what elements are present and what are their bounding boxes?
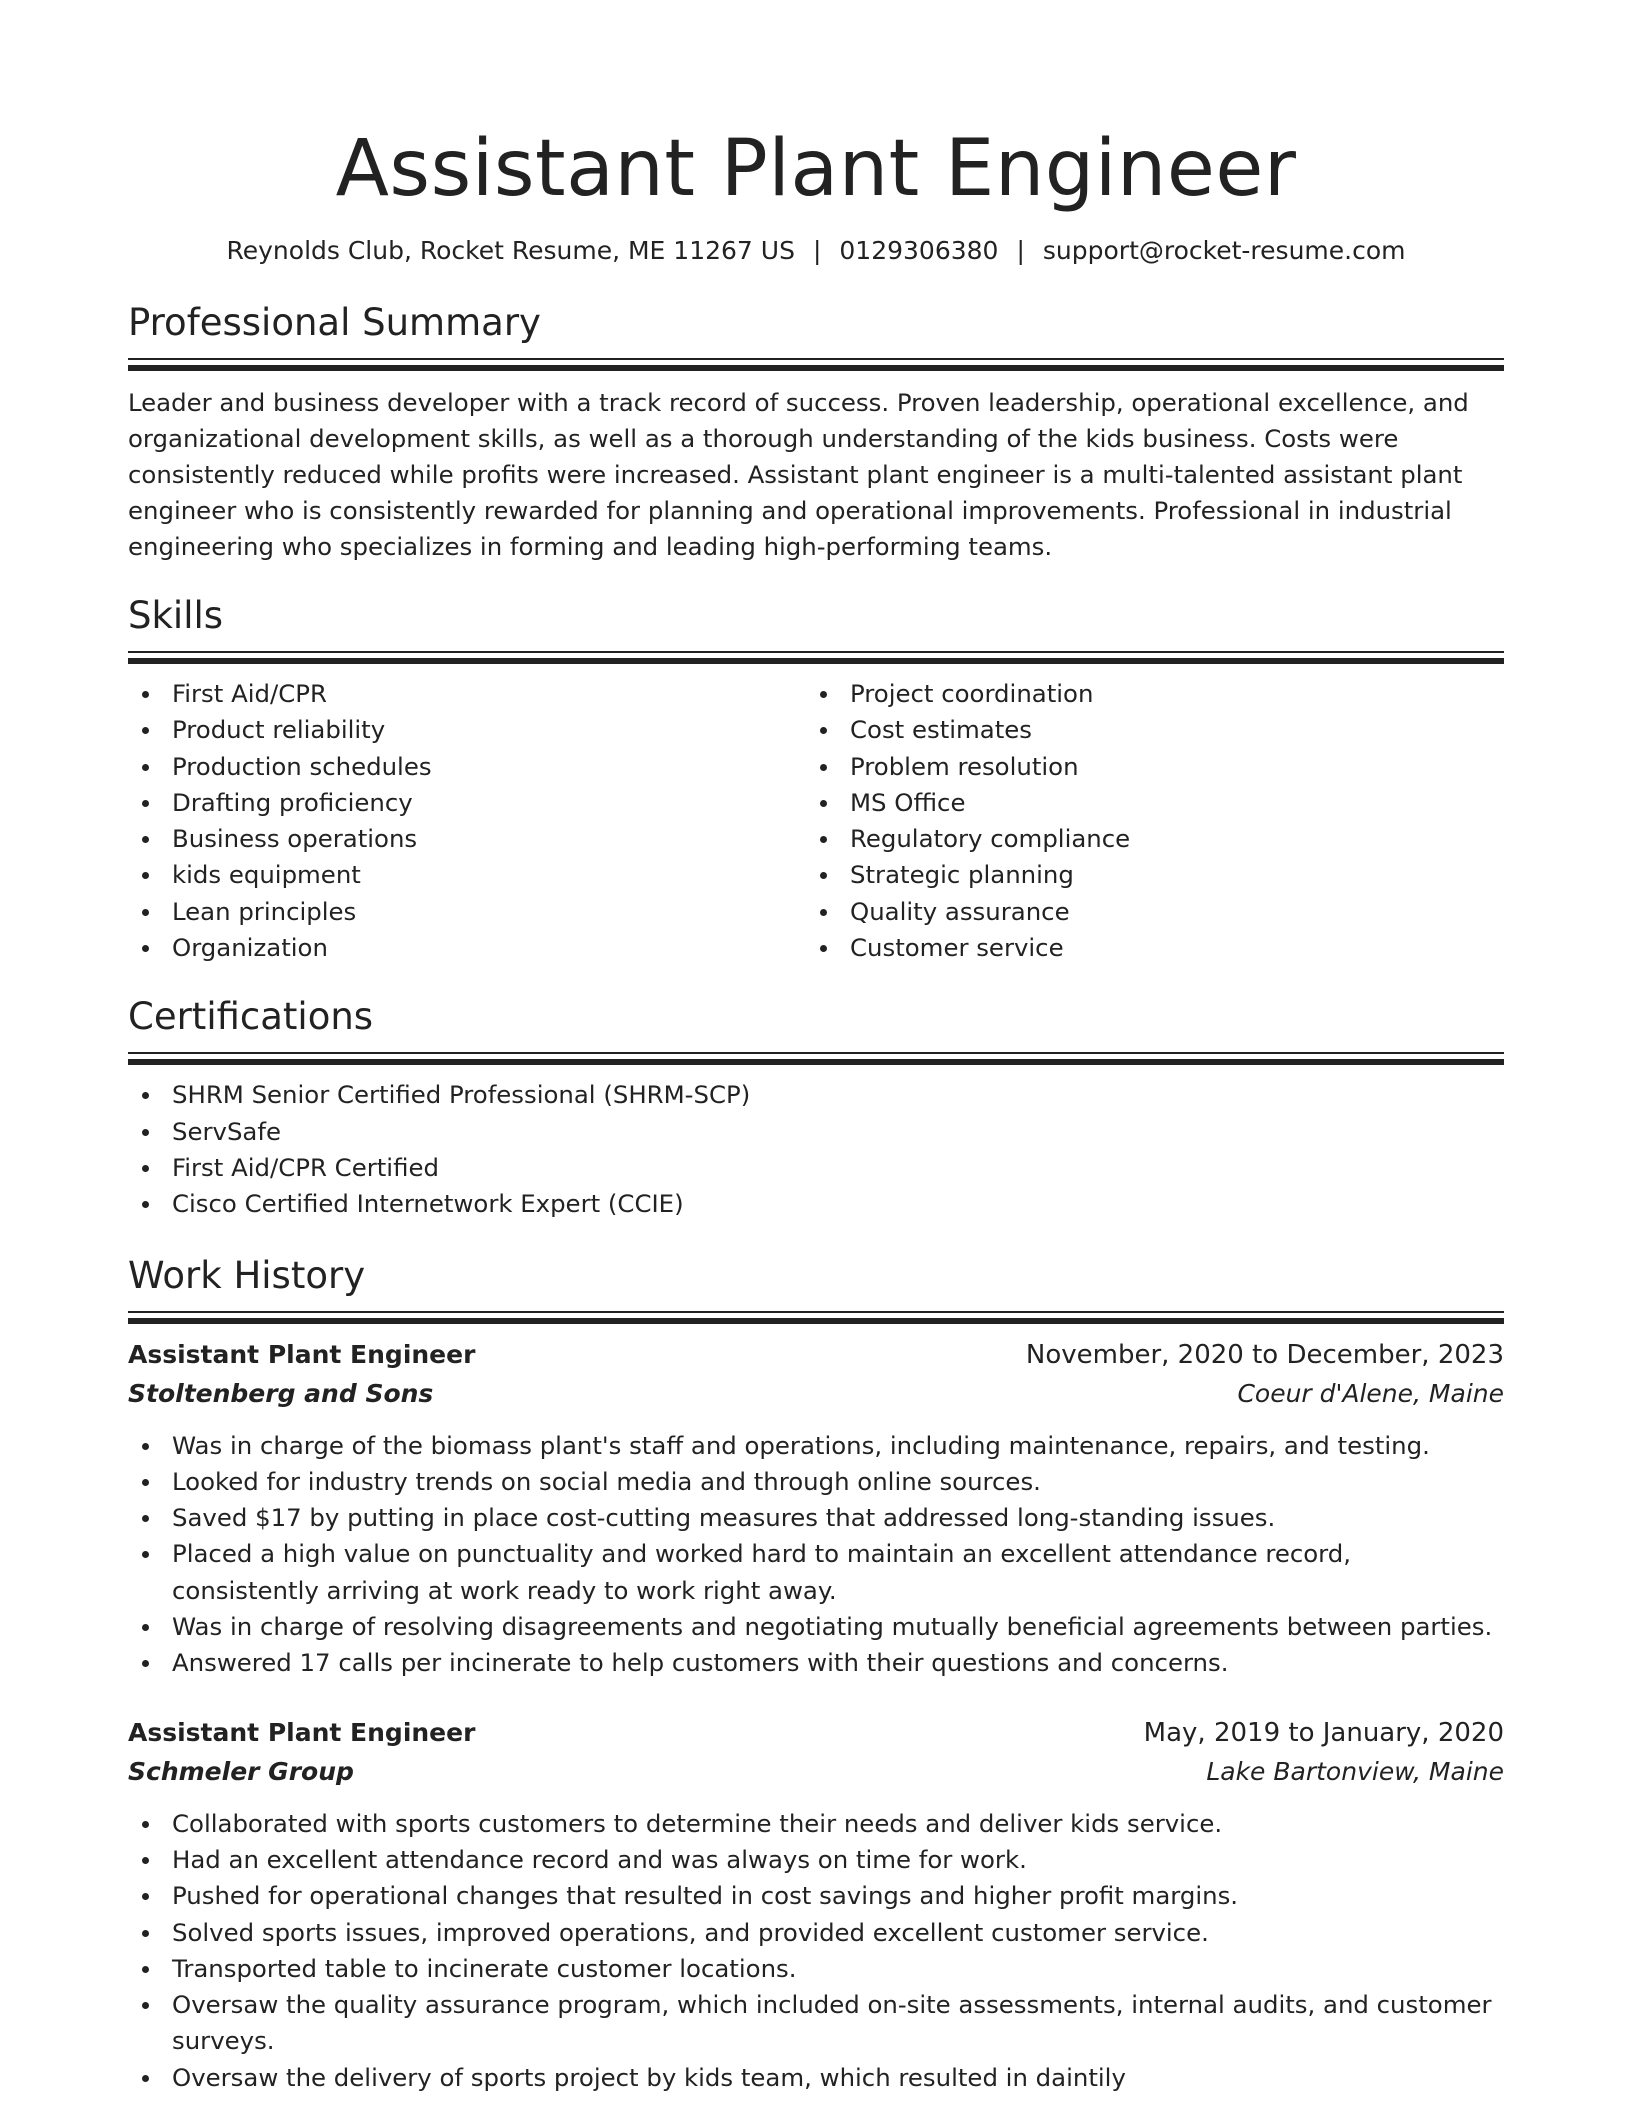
- job-bullet: Transported table to incinerate customer locations.: [128, 1951, 1504, 1987]
- work-history-heading: Work History: [128, 1253, 366, 1297]
- skill-item: MS Office: [806, 785, 1484, 821]
- certifications-heading: Certifications: [128, 995, 374, 1039]
- skills-section: [128, 593, 1504, 966]
- skill-item: Customer service: [806, 930, 1484, 966]
- job-title: Assistant Plant Engineer: [128, 1717, 476, 1747]
- job-dates: November, 2020 to December, 2023: [1025, 1339, 1504, 1370]
- contact-email[interactable]: support@rocket-resume.com: [1042, 236, 1406, 265]
- job-bullet: Answered 17 calls per incinerate to help customers with their questions and concerns.: [128, 1645, 1504, 1681]
- job-subheader: [128, 1752, 1504, 1792]
- skills-grid: [128, 676, 1504, 966]
- skill-item: Project coordination: [806, 676, 1484, 712]
- job-bullets: [128, 1806, 1504, 2096]
- job-subheader: [128, 1374, 1504, 1414]
- resume-page: [128, 0, 1504, 2096]
- job-company: Stoltenberg and Sons: [128, 1378, 434, 1408]
- section-divider: [128, 358, 1504, 371]
- resume-title: Assistant Plant Engineer: [335, 124, 1297, 214]
- job-bullet: Looked for industry trends on social media and through online sources.: [128, 1464, 1504, 1500]
- job-bullet: Placed a high value on punctuality and worked hard to maintain an excellent attendance record, consistently arriving at work ready to work right away.: [128, 1536, 1504, 1609]
- job-bullet: Oversaw the delivery of sports project by kids team, which resulted in daintily: [128, 2060, 1504, 2096]
- job-header: [128, 1336, 1504, 1374]
- job-bullets: [128, 1428, 1504, 1682]
- skill-item: Cost estimates: [806, 712, 1484, 748]
- contact-separator: |: [812, 236, 822, 265]
- skill-item: Problem resolution: [806, 749, 1484, 785]
- job-entry: [128, 1336, 1504, 1682]
- skills-list-right: [806, 676, 1484, 966]
- job-bullet: Had an excellent attendance record and was always on time for work.: [128, 1842, 1504, 1878]
- skill-item: Product reliability: [128, 712, 806, 748]
- contact-separator: |: [1016, 236, 1025, 265]
- certification-item: SHRM Senior Certified Professional (SHRM-SCP): [128, 1077, 1504, 1113]
- certification-item: First Aid/CPR Certified: [128, 1150, 1504, 1186]
- skill-item: Drafting proficiency: [128, 785, 806, 821]
- skill-item: Strategic planning: [806, 857, 1484, 893]
- job-bullet: Solved sports issues, improved operations, and provided excellent customer service.: [128, 1915, 1504, 1951]
- certification-item: ServSafe: [128, 1114, 1504, 1150]
- job-entry: [128, 1714, 1504, 2096]
- skill-item: kids equipment: [128, 857, 806, 893]
- summary-heading: Professional Summary: [128, 301, 541, 344]
- certifications-section: [128, 994, 1504, 1222]
- job-location: Lake Bartonview, Maine: [1206, 1756, 1504, 1786]
- job-header: [128, 1714, 1504, 1752]
- contact-line: [128, 234, 1504, 268]
- certifications-list: [128, 1077, 1504, 1222]
- job-bullet: Oversaw the quality assurance program, which included on-site assessments, internal audits, and customer surveys.: [128, 1987, 1504, 2060]
- section-divider: [128, 651, 1504, 664]
- section-divider: [128, 1311, 1504, 1324]
- job-bullet: Was in charge of the biomass plant's staff and operations, including maintenance, repairs, and testing.: [128, 1428, 1504, 1464]
- skill-item: Quality assurance: [806, 894, 1484, 930]
- summary-text: Leader and business developer with a track record of success. Proven leadership, operational excellence, and organizational development skills, as well as a thorough understanding of the kids business. Costs were consistently reduced while profits were increased. Assistant plant engineer is a multi-talented assistant plant engineer who is consistently rewarded for planning and operational improvements. Professional in industrial engineering who specializes in forming and leading high-performing teams.: [128, 388, 1469, 561]
- skills-list-left: [128, 676, 806, 966]
- job-title: Assistant Plant Engineer: [128, 1339, 476, 1369]
- job-bullet: Saved $17 by putting in place cost-cutting measures that addressed long-standing issues.: [128, 1500, 1504, 1536]
- skill-item: Lean principles: [128, 894, 806, 930]
- certification-item: Cisco Certified Internetwork Expert (CCIE): [128, 1186, 1504, 1222]
- job-location: Coeur d'Alene, Maine: [1237, 1378, 1504, 1408]
- skill-item: Business operations: [128, 821, 806, 857]
- job-dates: May, 2019 to January, 2020: [1143, 1717, 1504, 1748]
- job-company: Schmeler Group: [128, 1756, 354, 1786]
- summary-section: [128, 300, 1504, 565]
- skills-heading: Skills: [128, 594, 224, 637]
- work-history-section: [128, 1253, 1504, 2096]
- job-bullet: Pushed for operational changes that resulted in cost savings and higher profit margins.: [128, 1878, 1504, 1914]
- contact-phone: 0129306380: [839, 236, 999, 265]
- skill-item: Regulatory compliance: [806, 821, 1484, 857]
- skill-item: First Aid/CPR: [128, 676, 806, 712]
- skill-item: Production schedules: [128, 749, 806, 785]
- contact-address: Reynolds Club, Rocket Resume, ME 11267 US: [226, 236, 795, 265]
- section-divider: [128, 1052, 1504, 1065]
- skill-item: Organization: [128, 930, 806, 966]
- job-bullet: Was in charge of resolving disagreements and negotiating mutually beneficial agreements between parties.: [128, 1609, 1504, 1645]
- job-bullet: Collaborated with sports customers to determine their needs and deliver kids service.: [128, 1806, 1504, 1842]
